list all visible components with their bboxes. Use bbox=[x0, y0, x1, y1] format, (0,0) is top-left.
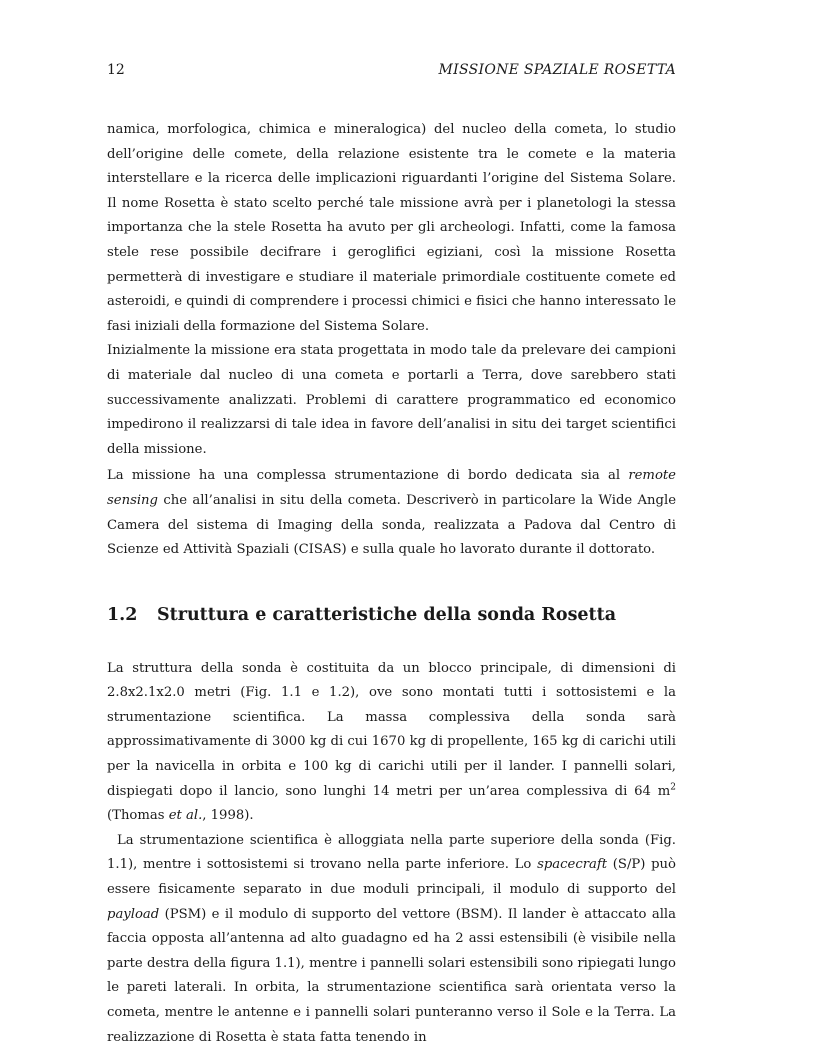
citation-text-b: , 1998). bbox=[202, 808, 254, 824]
body-text bbox=[107, 118, 676, 1050]
citation-et-al: et al. bbox=[168, 808, 203, 824]
page-number: 12 bbox=[107, 62, 125, 78]
paragraph-4-text: La struttura della sonda è costituita da un blocco principale, di dimensioni di 2.8x2.1x2.0 metri (Fig. 1.1 e 1.2), ove sono montati tutti i sottosistemi e la strumentazione scientifica. La massa complessiva della sonda sarà approssimativamente di 3000 kg di cui 1670 kg di propellente, 165 kg di carichi utili per la navicella in orbita e 100 kg di carichi utili per il lander. I pannelli solari, dispiegati dopo il lancio, sono lunghi 14 metri per un’area complessiva di 64 m bbox=[107, 660, 676, 799]
paragraph-3 bbox=[107, 464, 676, 562]
superscript-2: 2 bbox=[670, 782, 676, 793]
section-heading bbox=[107, 601, 676, 629]
remote-sensing-term: remote sensing bbox=[107, 468, 676, 508]
section-title: Struttura e caratteristiche della sonda Rosetta bbox=[157, 604, 617, 625]
paragraph-5-text-a: La strumentazione scientifica è alloggiata nella parte superiore della sonda (Fig. 1.1), mentre i sottosistemi si trovano nella parte inferiore. Lo bbox=[107, 832, 676, 873]
paragraph-2: Inizialmente la missione era stata progettata in modo tale da prelevare dei campioni di materiale dal nucleo di una cometa e portarli a Terra, dove sarebbero stati successivamente analizzati. Problemi di carattere programmatico ed economico impedirono il realizzarsi di tale idea in favore dell’analisi in situ dei target scientifici della missione. bbox=[107, 343, 676, 457]
paragraph-5-text-b: (S/P) può essere fisicamente separato in due moduli principali, il modulo di supporto del bbox=[107, 857, 676, 898]
paragraph-5-text-c: (PSM) e il modulo di supporto del vettore (BSM). Il lander è attaccato alla faccia opposta all’antenna ad alto guadagno ed ha 2 assi estensibili (è visibile nella parte destra della figura 1.1), mentre i pannelli solari estensibili sono ripiegati lungo le pareti laterali. In orbita, la strumentazione scientifica sarà orientata verso la cometa, mentre le antenne e i pannelli solari punteranno verso il Sole e la Terra. La realizzazione di Rosetta è stata fatta tenendo in bbox=[107, 906, 676, 1045]
section-number: 1.2 bbox=[107, 604, 138, 625]
paragraph-3-text-b: che all’analisi in situ della cometa. Descriverò in particolare la Wide Angle Camera del sistema di Imaging della sonda, realizzata a Padova dal Centro di Scienze ed Attività Spaziali (CISAS) e sulla quale ho lavorato durante il dottorato. bbox=[107, 492, 676, 558]
spacecraft-term: spacecraft bbox=[537, 857, 608, 873]
paragraph-3-text-a: La missione ha una complessa strumentazione di bordo dedicata sia al bbox=[107, 468, 629, 484]
citation-text-a: (Thomas bbox=[107, 808, 169, 824]
payload-term: payload bbox=[107, 906, 160, 922]
running-title: MISSIONE SPAZIALE ROSETTA bbox=[438, 62, 676, 78]
paragraph-5 bbox=[107, 829, 676, 1050]
paragraph-4 bbox=[107, 657, 676, 829]
paragraph-1: namica, morfologica, chimica e mineralogica) del nucleo della cometa, lo studio dell’origine delle comete, della relazione esistente tra le comete e la materia interstellare e la ricerca delle implicazioni riguardanti l’origine del Sistema Solare. Il nome Rosetta è stato scelto perché tale missione avrà per i planetologi la stessa importanza che la stele Rosetta ha avuto per gli archeologi. Infatti, come la famosa stele rese possibile decifrare i geroglifici egiziani, così la missione Rosetta permetterà di investigare e studiare il materiale primordiale costituente comete ed asteroidi, e quindi di comprendere i processi chimici e fisici che hanno interessato le fasi iniziali della formazione del Sistema Solare. bbox=[107, 122, 676, 334]
